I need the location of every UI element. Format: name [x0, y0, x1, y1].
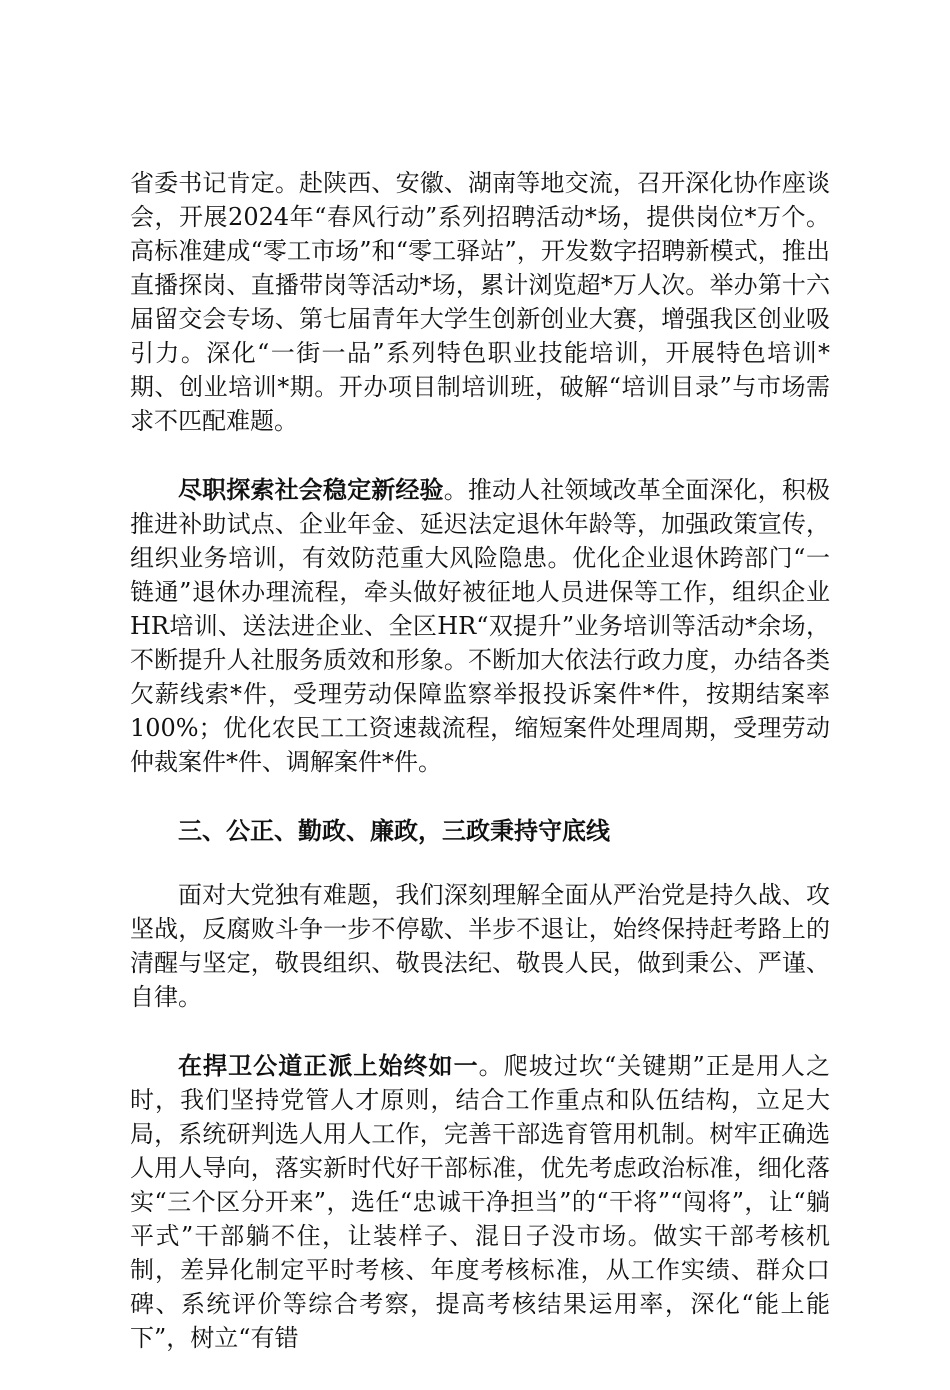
paragraph-4-lead: 在捍卫公道正派上始终如一	[178, 1051, 479, 1080]
document-page	[130, 166, 830, 1390]
paragraph-4-body: 。爬坡过坎“关键期”正是用人之时，我们坚持党管人才原则，结合工作重点和队伍结构，立足大局，系统研判选人用人工作，完善干部选育管用机制。树牢正确选人用人导向，落实新时代好干部标准，优先考虑政治标准，细化落实“三个区分开来”，选任“忠诚干净担当”的“干将”“闯将”，让“躺平式”干部躺不住，让装样子、混日子没市场。做实干部考核机制，差异化制定平时考核、年度考核标准，从工作实绩、群众口碑、系统评价等综合考察，提高考核结果运用率，深化“能上能下”，树立“有错	[130, 1052, 830, 1352]
paragraph-2-lead: 尽职探索社会稳定新经验	[178, 475, 444, 504]
paragraph-3: 面对大党独有难题，我们深刻理解全面从严治党是持久战、攻坚战，反腐败斗争一步不停歇、半步不退让，始终保持赶考路上的清醒与坚定，敬畏组织、敬畏法纪、敬畏人民，做到秉公、严谨、自律。	[130, 881, 830, 1011]
paragraph-1: 省委书记肯定。赴陕西、安徽、湖南等地交流，召开深化协作座谈会，开展2024年“春风行动”系列招聘活动*场，提供岗位*万个。高标准建成“零工市场”和“零工驿站”，开发数字招聘新模式，推出直播探岗、直播带岗等活动*场，累计浏览超*万人次。举办第十六届留交会专场、第七届青年大学生创新创业大赛，增强我区创业吸引力。深化“一街一品”系列特色职业技能培训，开展特色培训*期、创业培训*期。开办项目制培训班，破解“培训目录”与市场需求不匹配难题。	[130, 169, 830, 435]
section-heading-3: 三、公正、勤政、廉政，三政秉持守底线	[178, 816, 610, 845]
paragraph-2	[130, 473, 830, 779]
paragraph-2-body: 。推动人社领域改革全面深化，积极推进补助试点、企业年金、延迟法定退休年龄等，加强政策宣传，组织业务培训，有效防范重大风险隐患。优化企业退休跨部门“一链通”退休办理流程，牵头做好被征地人员进保等工作，组织企业HR培训、送法进企业、全区HR“双提升”业务培训等活动*余场，不断提升人社服务质效和形象。不断加大依法行政力度，办结各类欠薪线索*件，受理劳动保障监察举报投诉案件*件，按期结案率100%；优化农民工工资速裁流程，缩短案件处理周期，受理劳动仲裁案件*件、调解案件*件。	[130, 476, 831, 776]
paragraph-4	[130, 1049, 830, 1355]
